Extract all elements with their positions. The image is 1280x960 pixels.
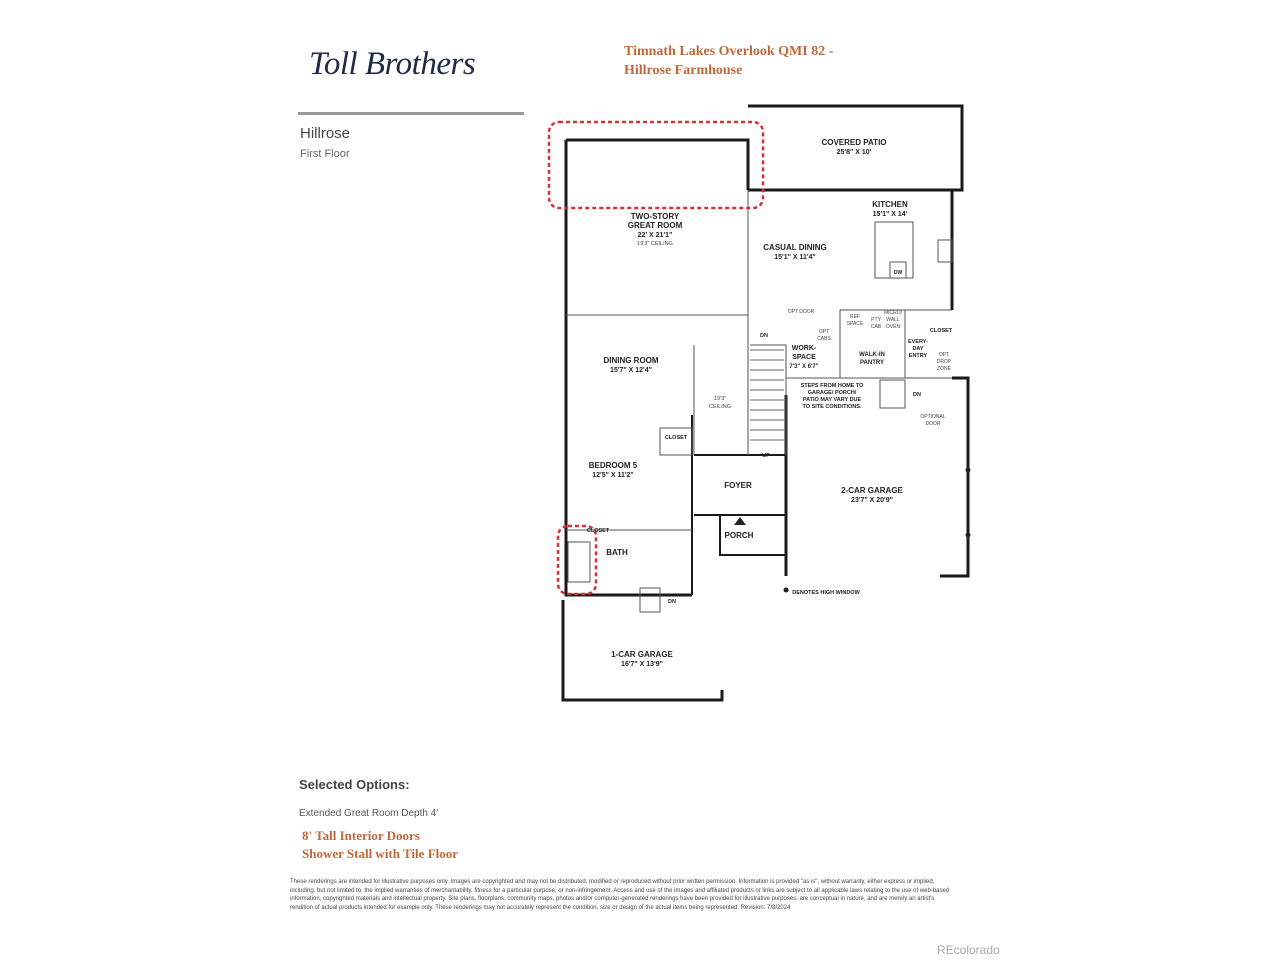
label-pantry-2: PANTRY <box>860 360 884 366</box>
dims-garage1: 16'7" X 13'9" <box>621 661 663 668</box>
note-opt-drop-3: ZONE <box>937 366 951 372</box>
label-garage-dn: DN <box>913 392 921 398</box>
note-steps-3: PATIO MAY VARY DUE <box>802 397 862 403</box>
label-dw: DW <box>893 270 903 276</box>
label-pty-1: PTY <box>871 317 881 323</box>
label-casual-dining: CASUAL DINING <box>763 243 827 252</box>
label-foyer: FOYER <box>724 481 752 490</box>
label-stair-up: UP <box>762 453 770 459</box>
label-porch: PORCH <box>724 531 754 540</box>
label-closet-entry: CLOSET <box>929 328 953 334</box>
note-opt-cabs-2: CABS <box>817 336 831 342</box>
label-closet-bedroom: CLOSET <box>664 435 688 441</box>
option-shower-stall: Shower Stall with Tile Floor <box>302 846 459 861</box>
label-everyday-1: EVERY- <box>908 339 928 345</box>
label-pantry-1: WALK-IN <box>859 352 885 358</box>
label-dining-room: DINING ROOM <box>603 356 659 365</box>
dims-workspace: 7'3" X 6'7" <box>789 364 819 370</box>
dims-covered-patio: 25'8" X 10' <box>836 149 872 156</box>
disclaimer-text: These renderings are intended for illustrative purposes only. Images are copyrighted and may not be distributed, modified or reproduced without prior written permission. Information is provided "as is", without warranty, either express or implied, including, but not limited to, the implied warranties of merchantability, fitness for a particular purpose, or non-infringement. Access and use of the images and affiliated products or links are subject to all applicable laws relating to the use of web-based information, copyrighted materials and intellectual property. Site plans, floorplans, community maps, photos and/or computer-generated renderings have been provided for illustrative purposes, are conceptual in nature, and are merely an artist's rendition of actual products intended for example only. These renderings may not accurately represent the condition, size or design of the actual items being represented. Revision: 7/8/2024 <box>290 879 950 911</box>
model-name: Hillrose <box>300 125 351 142</box>
dims-casual-dining: 15'1" X 11'4" <box>774 254 816 261</box>
label-ref-1: REF <box>850 314 860 320</box>
label-closet-bath: CLOSET <box>586 528 610 534</box>
label-pty-2: CAB <box>870 324 882 330</box>
dims-garage2: 23'7" X 20'9" <box>851 497 893 504</box>
label-micro-2: WALL <box>886 317 900 323</box>
dims-bedroom5: 12'5" X 11'2" <box>592 472 634 479</box>
staircase <box>750 350 784 440</box>
patio-outline <box>748 106 962 190</box>
option-interior-doors: 8' Tall Interior Doors <box>302 828 420 843</box>
label-everyday-2: DAY <box>912 346 924 352</box>
label-bedroom5: BEDROOM 5 <box>588 461 638 470</box>
label-everyday-3: ENTRY <box>908 353 928 359</box>
dims-kitchen: 15'1" X 14' <box>872 211 908 218</box>
label-garage1: 1-CAR GARAGE <box>611 650 673 659</box>
label-garage1-dn: DN <box>668 599 676 605</box>
highlight-extended-great-room <box>549 122 763 208</box>
label-covered-patio: COVERED PATIO <box>821 138 887 147</box>
note-steps-1: STEPS FROM HOME TO <box>800 383 864 389</box>
label-great-room-2: GREAT ROOM <box>627 221 683 230</box>
label-micro-1: MICRO/ <box>883 310 903 316</box>
note-opt-drop-2: DROP <box>936 359 952 365</box>
label-ref-2: SPACE <box>846 321 864 327</box>
note-opt-door: OPT DOOR <box>787 309 815 315</box>
dims-dining-room: 15'7" X 12'4" <box>610 367 652 374</box>
source-watermark: REcolorado <box>937 943 1000 957</box>
label-workspace-1: WORK- <box>791 345 817 352</box>
selected-options-heading: Selected Options: <box>299 777 410 792</box>
option-extended-great-room: Extended Great Room Depth 4' <box>299 808 439 819</box>
entry-arrow-icon <box>734 517 746 525</box>
note-steps-2: GARAGE/ PORCH/ <box>807 390 857 396</box>
brand-logo: Toll Brothers <box>309 46 476 82</box>
note-ceiling-1: 19'3" <box>713 396 727 402</box>
label-stair-dn: DN <box>760 333 768 339</box>
label-kitchen: KITCHEN <box>872 200 908 209</box>
note-opt-drop-1: OPT <box>938 352 950 358</box>
label-garage2: 2-CAR GARAGE <box>841 486 903 495</box>
label-bath: BATH <box>606 548 628 557</box>
note-high-window: DENOTES HIGH WINDOW <box>792 590 860 596</box>
floor-name: First Floor <box>300 148 350 160</box>
label-micro-3: OVEN <box>885 324 901 330</box>
label-workspace-2: SPACE <box>792 354 816 361</box>
dims-great-room: 22' X 21'1" <box>637 232 673 239</box>
note-ceiling-2: CEILING <box>708 404 732 410</box>
note-steps-4: TO SITE CONDITIONS. <box>802 404 862 410</box>
label-great-room-1: TWO-STORY <box>630 212 680 221</box>
note-optional-door-2: DOOR <box>925 421 941 427</box>
exterior-walls <box>563 106 968 700</box>
ceiling-great-room: 19'3" CEILING <box>637 241 673 247</box>
note-optional-door-1: OPTIONAL <box>920 414 946 420</box>
note-opt-cabs-1: OPT <box>818 329 830 335</box>
listing-title-line1: Timnath Lakes Overlook QMI 82 - <box>624 44 834 59</box>
listing-title-line2: Hillrose Farmhouse <box>624 63 743 78</box>
